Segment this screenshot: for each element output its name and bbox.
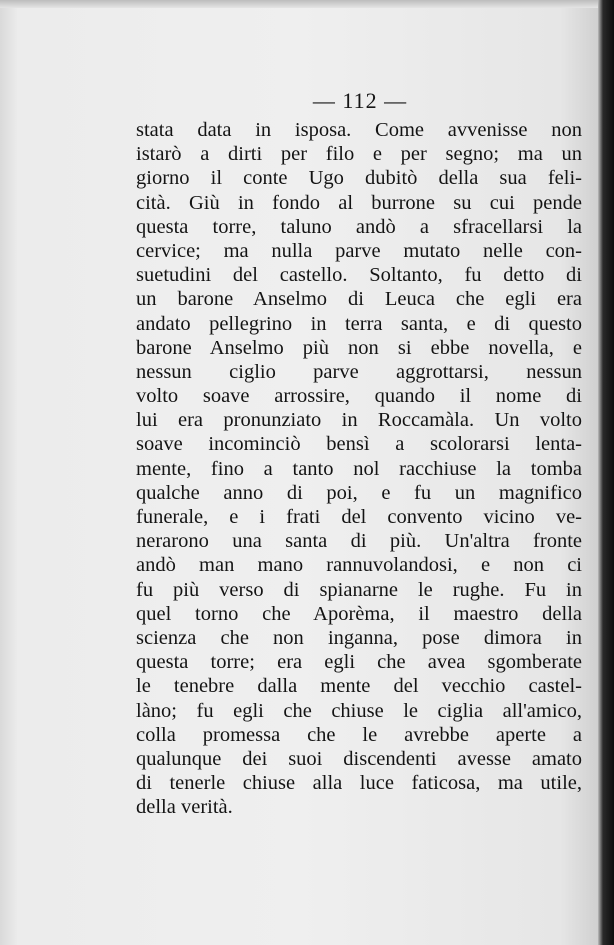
text-line: le tenebre dalla mente del vecchio castel-: [136, 675, 582, 698]
body-text: [136, 118, 582, 819]
text-line: della verità.: [136, 796, 233, 819]
text-line: funerale, e i frati del convento vicino ve-: [136, 506, 582, 528]
book-spine-edge: [598, 0, 614, 945]
text-line: soave incominciò bensì a scolorarsi lenta-: [136, 433, 582, 456]
text-line: istarò a dirti per filo e per segno; ma un: [136, 143, 582, 166]
text-line: lui era pronunziato in Roccamàla. Un volto: [136, 409, 582, 432]
page-number: — 112 —: [312, 88, 408, 113]
text-line: stata data in isposa. Come avvenisse non: [136, 119, 582, 141]
text-line: questa torre; era egli che avea sgomberate: [136, 651, 582, 674]
text-line: fu più verso di spianarne le rughe. Fu in: [136, 578, 582, 601]
text-line: andato pellegrino in terra santa, e di questo: [136, 312, 582, 335]
text-line: questa torre, taluno andò a sfracellarsi la: [136, 215, 582, 238]
text-line: cervice; ma nulla parve mutato nelle con-: [136, 239, 582, 262]
text-line: giorno il conte Ugo dubitò della sua feli-: [136, 167, 582, 190]
text-line: nerarono una santa di più. Un'altra fronte: [136, 530, 582, 553]
text-line: andò man mano rannuvolandosi, e non ci: [136, 554, 582, 577]
text-line: barone Anselmo più non si ebbe novella, e: [136, 336, 582, 359]
text-line: nessun ciglio parve aggrottarsi, nessun: [136, 360, 582, 383]
text-line: qualche anno di poi, e fu un magnifico: [136, 481, 582, 504]
text-line: cità. Giù in fondo al burrone su cui pende: [136, 191, 582, 214]
text-line: colla promessa che le avrebbe aperte a: [136, 723, 582, 746]
text-line: un barone Anselmo di Leuca che egli era: [136, 288, 582, 311]
text-line: scienza che non inganna, pose dimora in: [136, 626, 582, 649]
text-line: quel torno che Aporèma, il maestro della: [136, 602, 582, 625]
text-line: qualunque dei suoi discendenti avesse amato: [136, 747, 582, 770]
text-line: mente, fino a tanto nol racchiuse la tomba: [136, 457, 582, 480]
text-line: suetudini del castello. Soltanto, fu detto di: [136, 264, 582, 287]
text-line: làno; fu egli che chiuse le ciglia all'amico,: [136, 699, 582, 722]
page-top-edge: [0, 0, 600, 8]
text-line: di tenerle chiuse alla luce faticosa, ma utile,: [136, 772, 582, 795]
text-line: volto soave arrossire, quando il nome di: [136, 385, 582, 408]
